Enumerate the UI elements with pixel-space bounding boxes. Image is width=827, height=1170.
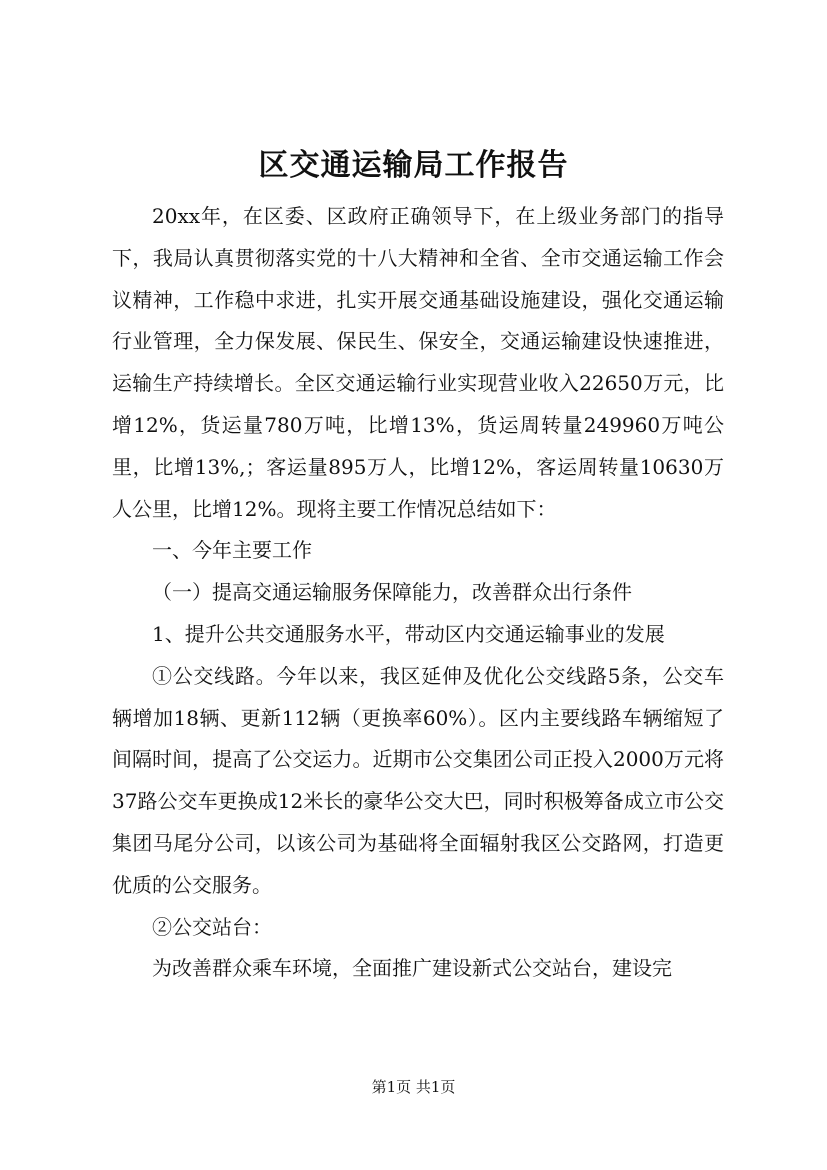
- document-body: [112, 196, 724, 990]
- subsection-heading: （一）提高交通运输服务保障能力，改善群众出行条件: [152, 580, 632, 605]
- document-title: 区交通运输局工作报告: [258, 148, 569, 183]
- paragraph-bus-stops-heading: ②公交站台：: [152, 914, 272, 939]
- section-heading: 一、今年主要工作: [152, 538, 312, 563]
- paragraph-intro: 20xx年，在区委、区政府正确领导下，在上级业务部门的指导下，我局认真贯彻落实党的十八大精神和全省、全市交通运输工作会议精神，工作稳中求进，扎实开展交通基础设施建设，强化交通运输行业管理，全力保发展、保民生、保安全，交通运输建设快速推进，运输生产持续增长。全区交通运输行业实现营业收入22650万元，比增12%，货运量780万吨，比增13%，货运周转量249960万吨公里，比增13%,；客运量895万人，比增12%，客运周转量10630万人公里，比增12%。现将主要工作情况总结如下：: [112, 204, 724, 521]
- item-heading: 1、提升公共交通服务水平，带动区内交通运输事业的发展: [152, 621, 665, 646]
- paragraph-bus-routes: ①公交线路。今年以来，我区延伸及优化公交线路5条，公交车辆增加18辆、更新112辆（更换率60%）。区内主要线路车辆缩短了间隔时间，提高了公交运力。近期市公交集团公司正投入2000万元将37路公交车更换成12米长的豪华公交大巴，同时积极筹备成立市公交集团马尾分公司，以该公司为基础将全面辐射我区公交路网，打造更优质的公交服务。: [112, 663, 724, 897]
- paragraph-bus-stops: 为改善群众乘车环境，全面推广建设新式公交站台，建设完: [152, 956, 672, 981]
- page-footer: 第1页 共1页: [371, 1078, 456, 1096]
